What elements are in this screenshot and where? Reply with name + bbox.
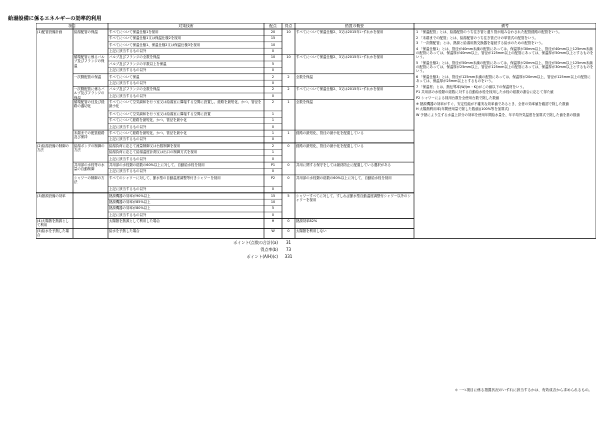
criterion-text: 上記に該当するもの以外 xyxy=(109,124,147,129)
subitem-name: 循環配管の径及び経路の適切化 xyxy=(74,100,105,109)
criterion-text: 給湯負荷に応じて給湯温度計測又は出口の制御方式を採用 xyxy=(109,150,198,155)
points-cell: 0 xyxy=(271,93,275,98)
points-cell: 15 xyxy=(270,36,276,41)
criterion-text: 上記に該当するもの以外 xyxy=(109,81,147,85)
points-cell: P1 xyxy=(270,162,276,167)
score-cell: 5 xyxy=(287,193,290,198)
column-header: 配点 xyxy=(269,23,277,28)
measure-summary: 全数を保温 xyxy=(296,74,313,79)
criterion-text: 上記に該当するもの以外 xyxy=(109,169,147,174)
subitem-name: 末端までの配管経路及び保持 xyxy=(74,130,105,139)
note-item: 7 「保温材」とは、熱伝導率(W/(m・K))がこの値以下の保温材をいう。 xyxy=(416,84,527,89)
points-cell: 0 xyxy=(271,187,275,192)
section-item: (3)熱源設備の効率 xyxy=(37,193,66,198)
subitem-name: 一次側配管の保温 xyxy=(74,74,102,79)
measure-summary: すべてについて保温仕様2、3又は2015年いずれかを採用 xyxy=(296,87,384,92)
criterion-text: 上記に該当するもの以外 xyxy=(109,187,147,192)
column-header: 対策技術 xyxy=(178,23,194,28)
column-header: 措置の概要 xyxy=(345,23,364,28)
points-cell: 10 xyxy=(270,42,276,47)
note-item: 5 「保温仕様2」とは、管径が50mm未満の配管にあっては、保温厚が20mm以上、管径が50mm以上125mm未満の配管にあっては、保温厚が25mm以上、管径が125mm以上の配管にあっては、保温厚が30mm以上とするものをいう。 xyxy=(416,60,594,74)
criterion-text: すべてのシャワーに対して、節水型の自動温度調整等付きシャワーを採用 xyxy=(109,175,221,180)
score-cell: 0 xyxy=(287,229,290,234)
measure-summary: シャワーすべてに対して、すしれば節水型自動温度調整付シャワー以外のシャワーを採用 xyxy=(296,193,411,202)
score-cell: 10 xyxy=(286,29,291,34)
score-cell: 0 xyxy=(287,162,290,167)
section-item: (5)給水を予熱した場合 xyxy=(37,229,69,238)
points-cell: 1 xyxy=(271,111,275,116)
points-cell: 1 xyxy=(271,130,275,135)
points-cell: 10 xyxy=(270,55,276,60)
note-item: P1 共用部の水栓類の総数に対する自動給水栓を採用した水栓の総数の割合に応じて得た値 xyxy=(416,90,554,95)
points-cell: 0 xyxy=(271,49,275,53)
score-cell: 2 xyxy=(287,74,290,79)
criterion-text: 上記に該当するもの以外 xyxy=(109,49,147,53)
document-title: 給湯設備に係るエネルギーの効率的利用 xyxy=(8,16,102,22)
points-cell: 20 xyxy=(270,29,276,34)
criterion-text: 上記に該当するもの以外 xyxy=(109,137,147,142)
criterion-text: 給湯負荷に応じて流量制御又は台数制御を採用 xyxy=(109,143,181,148)
score-cell: 1 xyxy=(287,100,290,105)
criterion-text: すべてについて保温 xyxy=(109,74,140,79)
notes-column xyxy=(416,30,594,237)
points-cell: 2 xyxy=(271,74,275,79)
subitem-name: 給湯ポンプの制御の方法 xyxy=(74,143,105,152)
criterion-text: すべてについて保温仕様1、保温仕様2又は保温仕様3を採用 xyxy=(109,42,201,47)
footnote: ＊ 一つ項目に係る措置状況のいずれに該当するかは、有効成否から求められるもの。 xyxy=(454,388,592,392)
criterion-text: バルブ及びフランジの全数を保温 xyxy=(109,87,160,92)
criterion-text: すべてについて経路を最短化、かつ、管径を最小化 xyxy=(109,130,187,135)
evaluation-table xyxy=(36,23,596,375)
measure-summary: すべてについて保温仕様2、3又は2015年いずれかを採用 xyxy=(296,55,384,60)
points-cell: 0 xyxy=(271,137,275,142)
criterion-text: 熱源機器の効率が90%以上 xyxy=(109,193,151,198)
total-value: 331 xyxy=(284,254,293,260)
points-cell: 0 xyxy=(271,169,275,174)
criterion-text: すべてについて保温仕様1を採用 xyxy=(109,29,159,34)
points-cell: 0 xyxy=(271,81,275,85)
criterion-text: 上記に該当するもの以外 xyxy=(109,212,147,217)
points-cell: 0 xyxy=(271,68,275,73)
points-cell: 10 xyxy=(270,200,276,204)
section-item: (2)給湯設備の制御の方法 xyxy=(37,143,69,152)
note-item: W 予熱により生ずる水温上昇分の効率を使用年間給水量を、年平均外気温度を加算式で除した値を基の数値 xyxy=(416,113,580,118)
total-label: ポイント(点数の合計)(a) xyxy=(233,240,278,246)
points-cell: H xyxy=(271,219,275,224)
points-cell: W xyxy=(271,229,275,234)
criterion-text: すべてについて経路を最短化、かつ、管径を最小化 xyxy=(109,118,187,123)
score-cell: 0 xyxy=(287,219,290,224)
points-cell: 0 xyxy=(271,156,275,161)
criterion-text: 熱源機器の効率が80%以上 xyxy=(109,206,151,211)
points-cell: 0 xyxy=(271,124,275,129)
subitem-name: シャワーの制御の方法 xyxy=(74,175,105,184)
score-cell: 0 xyxy=(287,143,290,148)
points-cell: 0 xyxy=(271,212,275,217)
criterion-text: バルブ及びフランジの全数を保温 xyxy=(109,55,160,60)
measure-summary: 経路の最短化、管径の最小化を配慮している xyxy=(296,130,364,135)
note-item: 2 「末端までの配管」とは、給湯配管のうち往き管だけの単管式の配管をいう。 xyxy=(416,35,538,40)
criterion-text: 太陽熱を熱源として利用した場合 xyxy=(109,219,160,224)
section-item: (4)太陽熱を熱源として利用 xyxy=(37,219,69,228)
criterion-text: 熱源機器の効率が85%以上 xyxy=(109,200,151,204)
subitem-name: 共用部の水栓等の水量の自動制御 xyxy=(74,162,105,171)
points-cell: 2 xyxy=(271,143,275,148)
total-label: ポイント(A/H)(c) xyxy=(246,254,278,260)
criterion-text: すべてについて保温仕様1又は保温仕様2を採用 xyxy=(109,36,181,41)
measure-summary: 経路の最短化、管径の最小化を配慮している xyxy=(296,143,364,148)
note-item: ※ 熱源機器の効率がすぐ、安定性能が不確実な効率値であるとき、全者の効率値を確認で除した数値 xyxy=(416,101,569,106)
points-cell: 5 xyxy=(271,206,275,211)
subitem-name: 給湯配管の保温 xyxy=(74,29,98,34)
subitem-name: 一次側配管に係るバルブ及びフランジの保温 xyxy=(74,87,105,99)
points-cell: 1 xyxy=(271,150,275,155)
column-header: 項目 xyxy=(68,23,76,28)
column-header: 備考 xyxy=(501,23,509,28)
points-cell: 2 xyxy=(271,87,275,92)
points-cell: 15 xyxy=(270,193,276,198)
score-cell: 0 xyxy=(287,175,290,180)
note-item: H 太陽熱利用率(年間使用量で除した数値)(100%等を加算式) xyxy=(416,107,510,112)
column-header: 得点 xyxy=(284,23,293,28)
criterion-text: 共用部の水栓類の総数の60%以上に対して、自動給水栓を採用 xyxy=(109,162,205,167)
measure-summary: 太陽熱を利用しない xyxy=(296,229,327,234)
points-cell: P2 xyxy=(270,175,276,180)
criterion-text: すべてについて空気調和を行う室又は給湯室に隣接する空間に設置 xyxy=(109,111,211,116)
note-item: 4 「保温仕様1」とは、管径が40mm未満の配管にあっては、保温厚が30mm以上、管径が40mm以上125mm未満の配管にあっては、保温厚が40mm以上、管径が125mm以上の配管にあっては、保温厚が50mm以上とするものをいう。 xyxy=(416,47,594,60)
criterion-text: 上記に該当するもの以外 xyxy=(109,93,147,98)
note-item: 1 「保温配管」とは、給湯配管のうち往き管と還り管が組み合わされた配管経路の配管をいう。 xyxy=(416,30,562,34)
criterion-text: 給水を予熱した場合 xyxy=(109,229,140,234)
note-item: P2 シャワーによる採用台数を全使用台数で除した数値 xyxy=(416,95,500,100)
score-cell: 1 xyxy=(287,130,290,135)
section-item: (1)配管設備計画 xyxy=(37,29,63,34)
points-cell: 2 xyxy=(271,100,275,105)
note-item: 3 「一次側配管」とは、熱源と給湯用熱交換器を接続する給水のための配管をいう。 xyxy=(416,41,545,46)
measure-summary: 熱源効率82% xyxy=(296,219,318,224)
measure-summary: 共用に関する保守をしては最終防止に配慮している選択がある xyxy=(296,162,391,167)
note-item: 6 「保温仕様3」とは、管径が125mm未満の配管にあっては、保温厚が20mm以上、管径が125mm以上の配管にあっては、保温厚が25mm以上とするものをいう。 xyxy=(416,74,591,83)
measure-summary: すべてについて保温仕様2、3又は2015年いずれかを採用 xyxy=(296,29,384,34)
score-cell: 10 xyxy=(286,55,291,60)
score-cell: 2 xyxy=(287,87,290,92)
criterion-text: 上記に該当するもの以外 xyxy=(109,68,147,73)
subitem-name: 循環配管に係るバルブ及びフランジの保温 xyxy=(74,55,105,68)
total-value: 31 xyxy=(285,240,292,246)
criterion-text: すべてについて空気調和を行う室又は給湯室に隣接する空間に設置し、経路を最短化、かつ、管径を最小化 xyxy=(109,100,262,109)
points-cell: 5 xyxy=(271,61,275,66)
criterion-text: 上記に該当するもの以外 xyxy=(109,156,147,161)
criterion-text: バルブ及びフランジの半数以上を保温 xyxy=(109,61,167,66)
measure-summary: 全数を保温 xyxy=(296,100,313,105)
total-label: 得点率(b) xyxy=(260,247,278,253)
total-value: 73 xyxy=(285,247,292,253)
measure-summary: 共用部の水栓類の総数の60%以上に対して、自動給水栓を採用 xyxy=(296,175,392,180)
points-cell: 1 xyxy=(271,118,275,123)
